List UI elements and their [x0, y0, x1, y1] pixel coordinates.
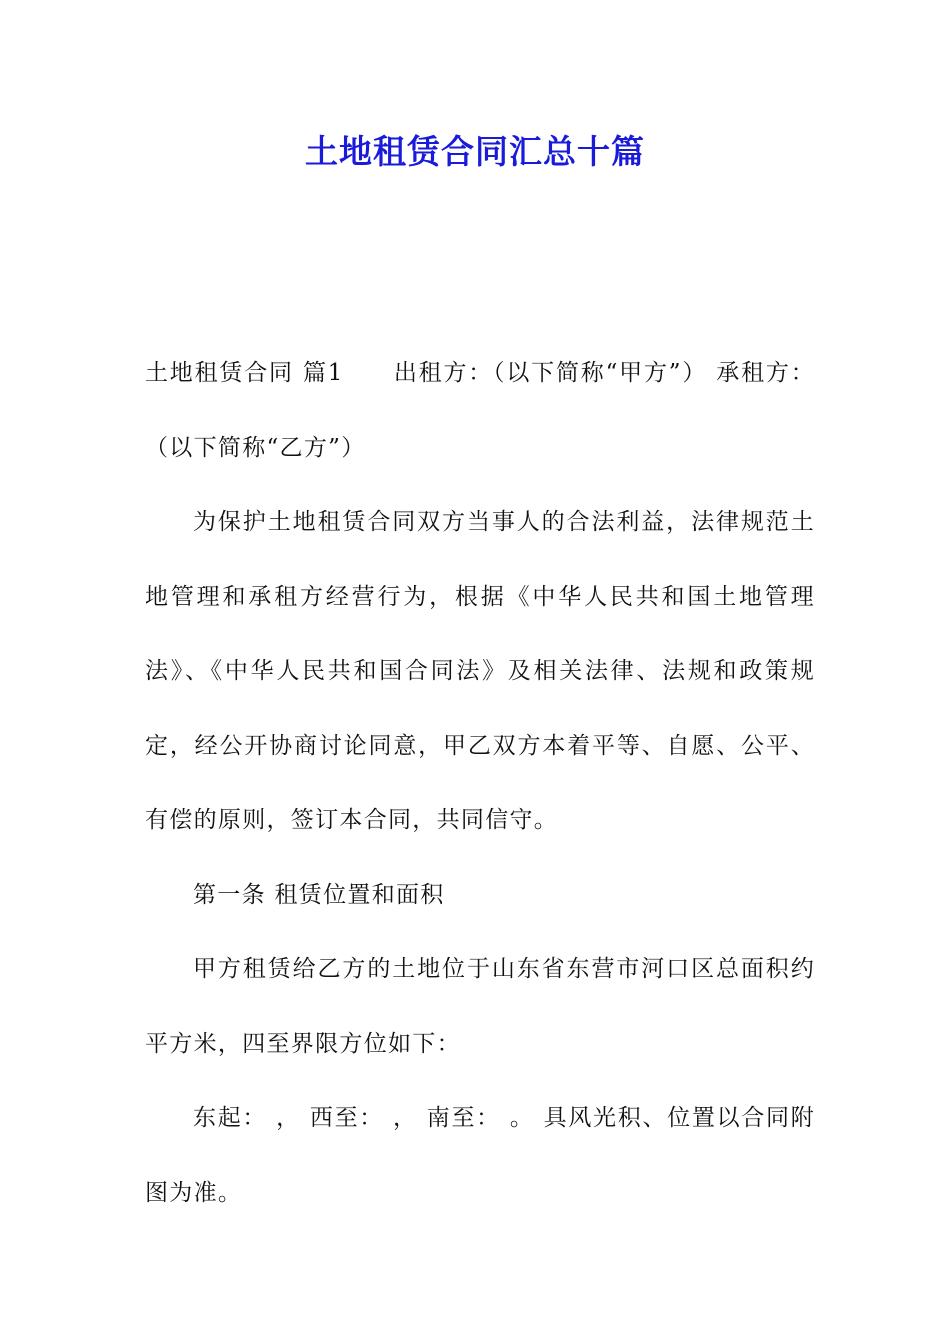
document-title: 土地租赁合同汇总十篇	[305, 132, 645, 171]
document-body	[145, 336, 815, 1230]
paragraph-boundaries: 东起： ， 西至： ， 南至： 。 具风光积、位置以合同附图为准。	[145, 1105, 815, 1206]
paragraph-article-one-heading: 第一条 租赁位置和面积	[193, 881, 445, 908]
paragraph-land-location: 甲方租赁给乙方的土地位于山东省东营市河口区总面积约平方米，四至界限方位如下：	[145, 956, 815, 1057]
paragraph-purpose: 为保护土地租赁合同双方当事人的合法利益，法律规范土地管理和承租方经营行为，根据《中华人民共和国土地管理法》、《中华人民共和国合同法》及相关法律、法规和政策规定，经公开协商讨论同意，甲乙双方本着平等、自愿、公平、有偿的原则，签订本合同，共同信守。	[145, 509, 815, 833]
paragraph-intro: 土地租赁合同 篇1 出租方：（以下简称“甲方”） 承租方：（以下简称“乙方”）	[145, 360, 815, 461]
